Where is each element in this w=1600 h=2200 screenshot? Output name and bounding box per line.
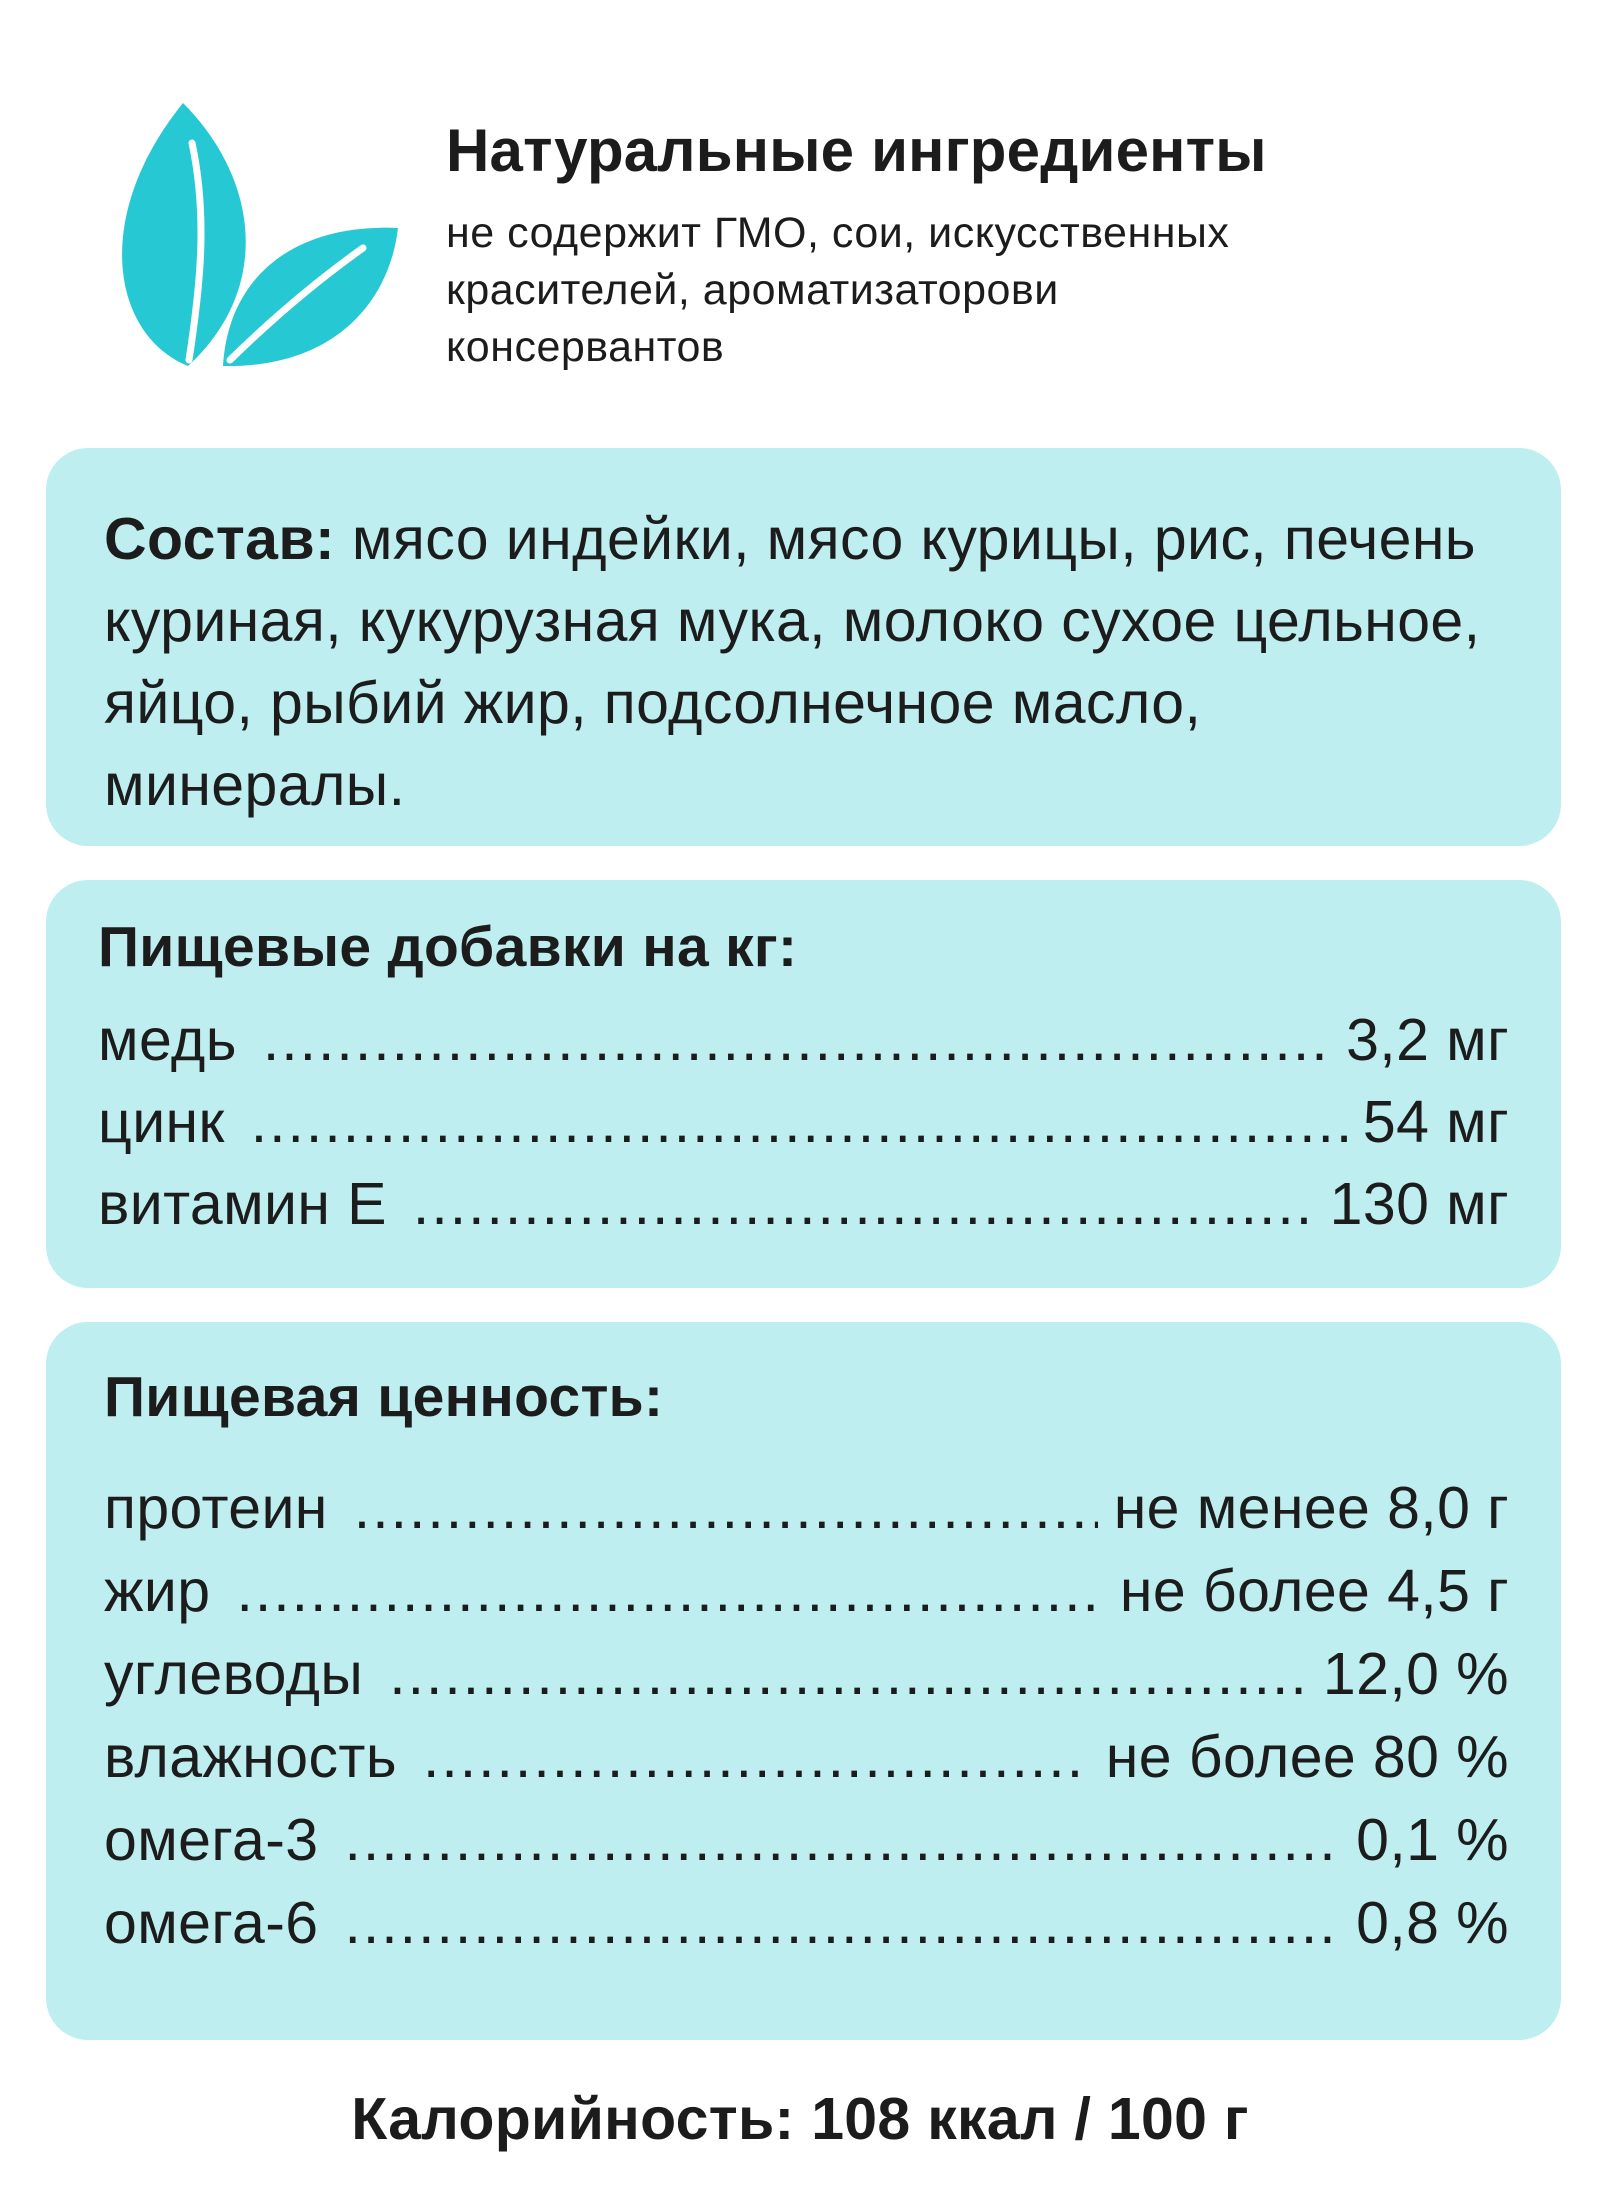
composition-label: Состав: [104,506,336,572]
composition-text [104,498,1501,826]
additive-value: 54 мг [1362,1089,1509,1155]
nutrient-name: влажность [104,1724,397,1790]
nutrition-row [104,1806,1509,1889]
header-subtitle [446,205,1496,376]
dot-leader [236,1557,1103,1625]
nutrient-value: не менее 8,0 г [1113,1475,1509,1541]
nutrition-card [46,1322,1561,2040]
nutrient-value: 0,1 % [1356,1807,1509,1873]
header-subtitle-line: консервантов [446,323,725,371]
nutrition-row [104,1640,1509,1723]
dot-leader [423,1723,1090,1791]
composition-card [46,448,1561,846]
nutrient-name: омега-3 [104,1807,319,1873]
nutrition-row [104,1723,1509,1806]
additives-title: Пищевые добавки на кг: [98,915,798,979]
nutrition-list [104,1474,1509,1972]
additive-row [98,1006,1509,1088]
dot-leader [389,1640,1307,1708]
nutrition-row [104,1557,1509,1640]
additive-name: витамин Е [98,1171,387,1237]
dot-leader [345,1806,1341,1874]
additive-row [98,1088,1509,1170]
dot-leader [413,1170,1314,1238]
additives-card [46,880,1561,1288]
nutrient-name: углеводы [104,1641,364,1707]
nutrient-value: не более 80 % [1105,1724,1509,1790]
leaf-icon [108,98,398,373]
dot-leader [354,1474,1098,1542]
nutrient-value: 0,8 % [1356,1890,1509,1956]
header-subtitle-line: красителей, ароматизаторови [446,266,1059,314]
calories-text: Калорийность: 108 ккал / 100 г [351,2086,1249,2152]
additive-name: цинк [98,1089,225,1155]
header-subtitle-line: не содержит ГМО, сои, искусственных [446,209,1230,257]
nutrient-name: жир [104,1558,211,1624]
additives-list [98,1006,1509,1252]
composition-ingredients: мясо индейки, мясо курицы, рис, печень куриная, кукурузная мука, молоко сухое цельное, яйцо, рыбий жир, подсолнечное масло, минералы. [104,506,1481,818]
additive-row [98,1170,1509,1252]
nutrient-value: 12,0 % [1322,1641,1509,1707]
dot-leader [345,1889,1341,1957]
nutrition-row [104,1474,1509,1557]
nutrient-name: протеин [104,1475,328,1541]
additive-name: медь [98,1007,237,1073]
dot-leader [251,1088,1347,1156]
additive-value: 3,2 мг [1346,1007,1509,1073]
nutrient-value: не более 4,5 г [1119,1558,1509,1624]
additive-value: 130 мг [1329,1171,1509,1237]
nutrient-name: омега-6 [104,1890,319,1956]
nutrition-row [104,1889,1509,1972]
dot-leader [263,1006,1330,1074]
header-title: Натуральные ингредиенты [446,117,1267,184]
nutrition-title: Пищевая ценность: [104,1365,664,1429]
